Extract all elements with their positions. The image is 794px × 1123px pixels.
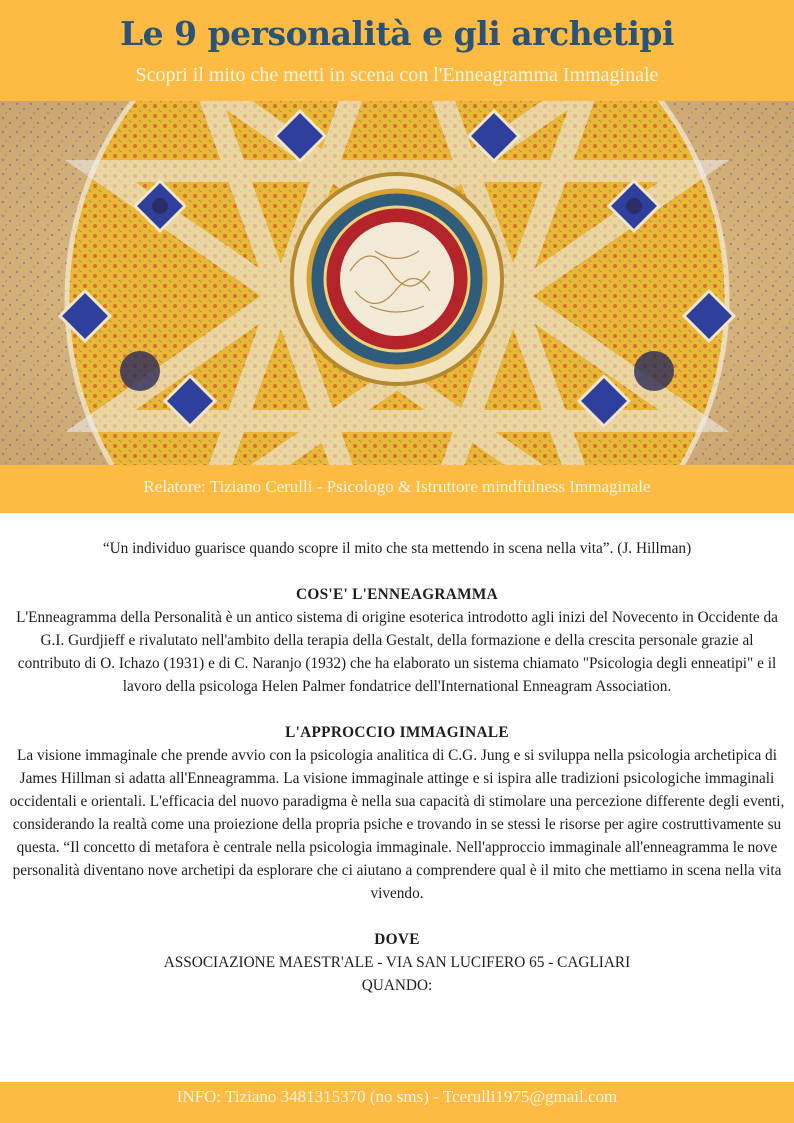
flyer-content: [8, 537, 786, 997]
speaker-band: [0, 465, 794, 513]
contact-info: INFO: Tiziano 3481315370 (no sms) - Tcerulli1975@gmail.com: [176, 1087, 618, 1106]
page-subtitle: Scopri il mito che metti in scena con l'Enneagramma Immaginale: [135, 64, 659, 86]
section-heading-dove: DOVE: [374, 931, 420, 948]
ornamental-mandala-image: [0, 101, 794, 465]
speaker-info: Relatore: Tiziano Cerulli - Psicologo & Istruttore mindfulness Immaginale: [143, 477, 651, 496]
section-heading-approccio: L'APPROCCIO IMMAGINALE: [285, 724, 509, 741]
section-heading-enneagramma: COS'E' L'ENNEAGRAMMA: [296, 586, 498, 603]
section-body-enneagramma: L'Enneagramma della Personalità è un antico sistema di origine esoterica introdotto agli inizi del Novecento in Occidente da G.I. Gurdjieff e rivalutato nell'ambito della terapia della Gestalt, della formazione e della crescita personale grazie al contributo di O. Ichazo (1931) e di C. Naranjo (1932) che ha elaborato un sistema chiamato "Psicologia degli enneatipi" e il lavoro della psicologa Helen Palmer fondatrice dell'International Enneagram Association.: [16, 609, 778, 695]
hillman-quote: “Un individuo guarisce quando scopre il mito che sta mettendo in scena nella vita”. (J. Hillman): [102, 540, 692, 557]
venue-address: ASSOCIAZIONE MAESTR'ALE - VIA SAN LUCIFERO 65 - CAGLIARI: [163, 954, 631, 971]
page-title: Le 9 personalità e gli archetipi: [119, 14, 675, 53]
banner-image: [0, 101, 794, 465]
header-band: [0, 0, 794, 101]
footer-band: [0, 1082, 794, 1123]
section-body-approccio: La visione immaginale che prende avvio con la psicologia analitica di C.G. Jung e si sviluppa nella psicologia archetipica di James Hillman si adatta all'Enneagramma. La visione immaginale attinge e si ispira alle tradizioni psicologiche immaginali occidentali e orientali. L'efficacia del nuovo paradigma è nella sua capacità di stimolare una percezione differente degli eventi, considerando la realtà come una proiezione della propria psiche e trovando in se stessi le risorse per agire costruttivamente su questa. “Il concetto di metafora è centrale nella psicologia immaginale. Nell'approccio immaginale all'enneagramma le nove personalità diventano nove archetipi da esplorare che ci aiutano a comprendere qual è il mito che mettiamo in scena nella vita vivendo.: [9, 747, 785, 902]
when-label: QUANDO:: [361, 977, 433, 994]
